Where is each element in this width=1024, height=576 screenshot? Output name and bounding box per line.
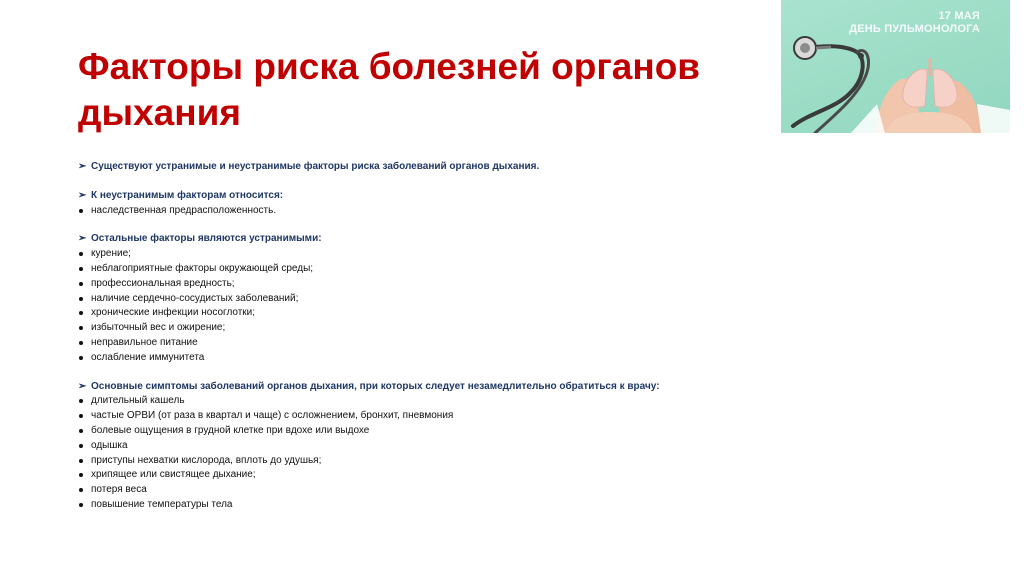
section-avoidable-factors <box>78 232 958 365</box>
list-item: избыточный вес и ожирение; <box>78 321 958 336</box>
slide-title-line-1: Факторы риска болезней органов <box>78 46 701 87</box>
list-item: болевые ощущения в грудной клетке при вдохе или выдохе <box>78 424 958 439</box>
square-bullet-icon <box>79 282 83 286</box>
list-item: профессиональная вредность; <box>78 277 958 292</box>
arrow-bullet-icon: ➢ <box>78 233 87 245</box>
list-item: приступы нехватки кислорода, вплоть до удушья; <box>78 454 958 469</box>
list-item: неблагоприятные факторы окружающей среды; <box>78 262 958 277</box>
square-bullet-icon <box>79 473 83 477</box>
square-bullet-icon <box>79 488 83 492</box>
pulmonologist-day-photo <box>781 0 1010 133</box>
arrow-bullet-icon: ➢ <box>78 189 87 201</box>
list-item: потеря веса <box>78 483 958 498</box>
list-item: курение; <box>78 247 958 262</box>
square-bullet-icon <box>79 267 83 271</box>
section-symptoms <box>78 380 958 513</box>
section-heading: ➢ Существуют устранимые и неустранимые факторы риска заболеваний органов дыхания. <box>78 160 958 175</box>
bullet-list <box>78 204 958 219</box>
square-bullet-icon <box>79 209 83 213</box>
slide-title <box>78 44 758 136</box>
section-heading: ➢ К неустранимым факторам относится: <box>78 189 958 204</box>
square-bullet-icon <box>79 414 83 418</box>
square-bullet-icon <box>79 252 83 256</box>
bullet-list <box>78 247 958 365</box>
list-item: повышение температуры тела <box>78 498 958 513</box>
slide-title-line-2: дыхания <box>78 92 241 133</box>
square-bullet-icon <box>79 341 83 345</box>
bullet-list <box>78 394 958 512</box>
square-bullet-icon <box>79 503 83 507</box>
slide-content <box>78 160 958 513</box>
square-bullet-icon <box>79 399 83 403</box>
lungs-icon <box>903 69 927 107</box>
list-item: наличие сердечно-сосудистых заболеваний; <box>78 292 958 307</box>
square-bullet-icon <box>79 444 83 448</box>
section-intro <box>78 160 958 175</box>
list-item: одышка <box>78 439 958 454</box>
square-bullet-icon <box>79 356 83 360</box>
photo-caption-event: ДЕНЬ ПУЛЬМОНОЛОГА <box>849 23 980 35</box>
list-item: длительный кашель <box>78 394 958 409</box>
list-item: частые ОРВИ (от раза в квартал и чаще) с осложнением, бронхит, пневмония <box>78 409 958 424</box>
square-bullet-icon <box>79 459 83 463</box>
square-bullet-icon <box>79 429 83 433</box>
section-heading: ➢ Основные симптомы заболеваний органов дыхания, при которых следует незамедлительно обратиться к врачу: <box>78 380 958 395</box>
list-item: неправильное питание <box>78 336 958 351</box>
square-bullet-icon <box>79 311 83 315</box>
list-item: наследственная предрасположенность. <box>78 204 958 219</box>
square-bullet-icon <box>79 326 83 330</box>
photo-caption-date: 17 МАЯ <box>938 10 980 22</box>
section-heading: ➢ Остальные факторы являются устранимыми: <box>78 232 958 247</box>
arrow-bullet-icon: ➢ <box>78 380 87 392</box>
square-bullet-icon <box>79 297 83 301</box>
list-item: ослабление иммунитета <box>78 351 958 366</box>
section-unavoidable-factors <box>78 189 958 219</box>
photo-caption <box>849 10 980 36</box>
list-item: хронические инфекции носоглотки; <box>78 306 958 321</box>
arrow-bullet-icon: ➢ <box>78 161 87 172</box>
list-item: хрипящее или свистящее дыхание; <box>78 468 958 483</box>
